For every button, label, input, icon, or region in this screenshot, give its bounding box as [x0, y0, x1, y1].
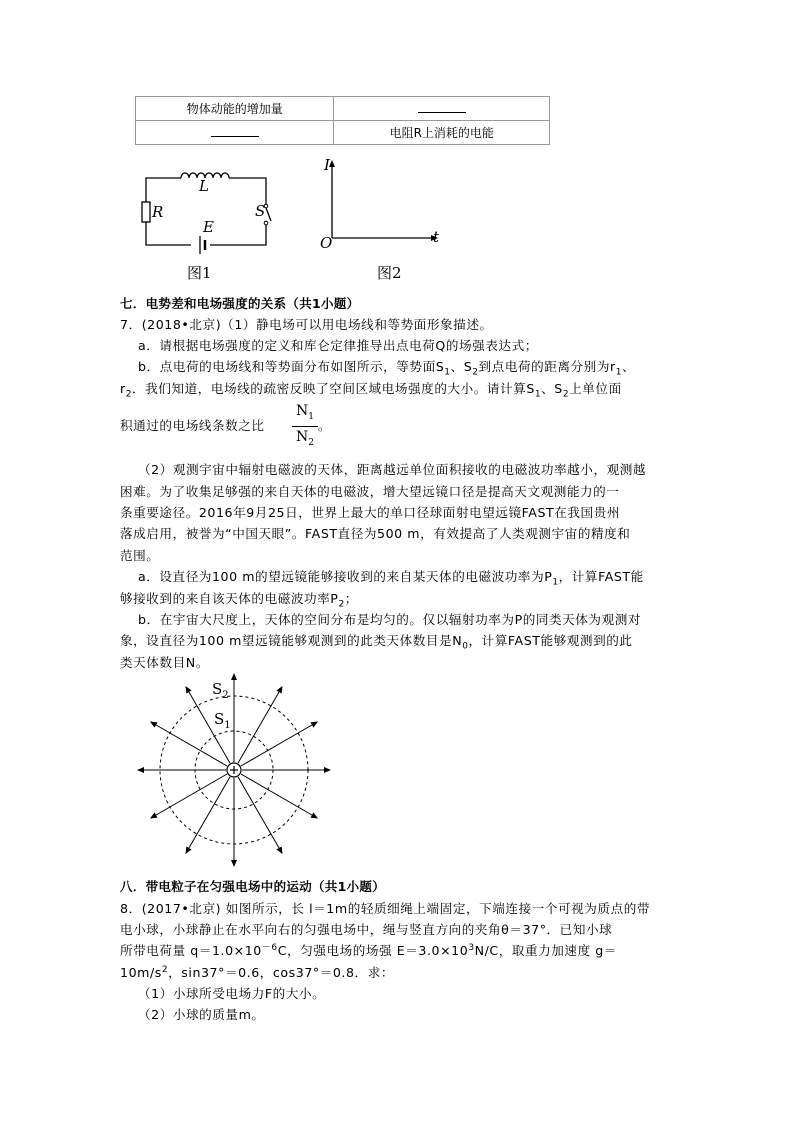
- subscript: 2: [338, 599, 345, 610]
- subscript: 1: [224, 720, 231, 731]
- question-line: 类天体数目N。: [120, 655, 209, 670]
- fraction: [292, 402, 318, 453]
- subscript: 1: [534, 389, 542, 400]
- question-line: 条重要途径。2016年9月25日，世界上最大的单口径球面射电望远镜FAST在我国贵州: [120, 505, 620, 520]
- question-line: （2）观测宇宙中辐射电磁波的天体，距离越远单位面积接收的电磁波功率越小，观测越: [138, 462, 647, 477]
- table-cell: 物体动能的增加量: [136, 97, 334, 121]
- question-line: [120, 378, 675, 400]
- text: 象，设直径为100 m望远镜能够观测到的此类天体数目是N: [120, 633, 463, 648]
- inductor-label: L: [199, 177, 209, 195]
- text: ，计算FAST能够观测到的此: [468, 633, 633, 648]
- text: ．我们知道，电场线的疏密反映了空间区域电场强度的大小。请计算S: [132, 381, 535, 396]
- subscript: 2: [308, 437, 314, 448]
- table-row: [136, 121, 550, 145]
- text: 、: [621, 359, 636, 374]
- it-axes-figure: [312, 152, 452, 284]
- energy-table: [135, 96, 550, 145]
- subscript: 1: [444, 367, 451, 378]
- text: b．点电荷的电场线和等势面分布如图所示，等势面S: [138, 359, 445, 374]
- question-line: [120, 940, 675, 959]
- text: 、S: [541, 381, 563, 396]
- resistor-label: R: [152, 203, 164, 221]
- text: N: [296, 403, 309, 419]
- figure-caption: 图2: [377, 264, 402, 282]
- question-source: (2018•北京): [141, 317, 222, 332]
- superscript: 3: [468, 943, 475, 953]
- question-line: （2）小球的质量m。: [138, 1007, 265, 1022]
- text: C，匀强电场的场强 E＝3.0×10: [277, 943, 469, 959]
- question-line: 电小球，小球静止在水平向右的匀强电场中，绳与竖直方向的夹角θ＝37°．已知小球: [120, 922, 613, 937]
- subscript: 1: [308, 411, 314, 422]
- origin-label: O: [320, 234, 333, 252]
- question-line: [120, 314, 675, 333]
- axis-label-i: I: [324, 156, 330, 174]
- s2-label: [212, 680, 229, 701]
- text: ，计算FAST能: [558, 569, 644, 584]
- text: 到点电荷的距离分别为r: [478, 359, 616, 374]
- text: S: [212, 680, 223, 698]
- subscript: 2: [472, 367, 479, 378]
- text: a．设直径为100 m的望远镜能够接收到的来自某天体的电磁波功率为P: [138, 569, 553, 584]
- table-cell-blank: [136, 121, 334, 145]
- answer-blank: [211, 125, 259, 137]
- question-text: （1）静电场可以用电场线和等势面形象描述。: [221, 317, 493, 332]
- text: 够接收到的来自该天体的电磁波功率P: [120, 591, 339, 606]
- subscript: 2: [562, 389, 570, 400]
- question-line: a．请根据电场强度的定义和库仑定律推导出点电荷Q的场强表达式；: [138, 338, 538, 353]
- fraction-numerator: [292, 402, 318, 427]
- section-title: 八．带电粒子在匀强电场中的运动（共1小题）: [120, 879, 385, 894]
- subscript: 0: [462, 641, 469, 652]
- question-line: （1）小球所受电场力F的大小。: [138, 986, 326, 1001]
- text: r: [120, 381, 126, 396]
- question-line: 困难。为了收集足够强的来自天体的电磁波，增大望远镜口径是提高天文观测能力的一: [120, 484, 620, 499]
- text: N: [296, 428, 309, 445]
- question-line: 落成启用，被誉为“中国天眼”。FAST直径为500 m，有效提高了人类观测宇宙的精度和: [120, 526, 631, 541]
- subscript: 2: [125, 389, 133, 400]
- fraction-denominator: [292, 427, 318, 453]
- s1-label: [214, 710, 231, 731]
- question-line: 积通过的电场线条数之比: [120, 418, 265, 433]
- question-number: 7．: [120, 317, 142, 332]
- field-line: [238, 777, 282, 853]
- question-line: [120, 630, 675, 652]
- text: 。: [318, 418, 331, 433]
- emf-label: E: [203, 218, 214, 236]
- question-line: 范围。: [120, 548, 160, 563]
- text: 所带电荷量 q＝1.0×10: [120, 943, 262, 959]
- question-line: [120, 962, 675, 981]
- field-line: [151, 722, 227, 766]
- text: S: [214, 710, 225, 728]
- question-line: b．在宇宙大尺度上，天体的空间分布是均匀的。仅以辐射功率为P的同类天体为观测对: [138, 612, 642, 627]
- section-title: 七．电势差和电场强度的关系（共1小题）: [120, 296, 360, 311]
- text: 上单位面: [569, 381, 622, 396]
- field-line: [241, 722, 317, 766]
- subscript: 1: [615, 367, 622, 378]
- text: ，sin37°＝0.6，cos37°＝0.8．求：: [168, 965, 394, 980]
- circuit-figure: [135, 160, 280, 285]
- text: 10m/s: [120, 965, 162, 980]
- question-line: [138, 566, 693, 588]
- table-cell-blank: [334, 97, 550, 121]
- question-line: 8．(2017•北京) 如图所示，长 l＝1m的轻质细绳上端固定，下端连接一个可视为质点的带: [120, 901, 650, 916]
- text: 、S: [450, 359, 473, 374]
- field-line: [238, 687, 282, 763]
- text: ；: [344, 591, 358, 606]
- field-line: [151, 774, 227, 818]
- figure-caption: 图1: [187, 264, 212, 282]
- superscript: 2: [161, 964, 169, 975]
- field-lines-figure: [130, 672, 340, 872]
- text: N/C，取重力加速度 g＝: [474, 943, 617, 959]
- subscript: 1: [552, 577, 559, 588]
- switch-label: S: [255, 202, 266, 220]
- table-cell: 电阻R上消耗的电能: [334, 121, 550, 145]
- answer-blank: [418, 101, 466, 113]
- question-line: [120, 588, 675, 610]
- subscript: 2: [222, 690, 229, 701]
- superscript: －6: [261, 943, 278, 953]
- axis-label-t: t: [433, 228, 440, 246]
- field-line: [186, 777, 230, 853]
- question-line: [138, 356, 693, 378]
- field-line: [241, 774, 317, 818]
- table-row: [136, 97, 550, 121]
